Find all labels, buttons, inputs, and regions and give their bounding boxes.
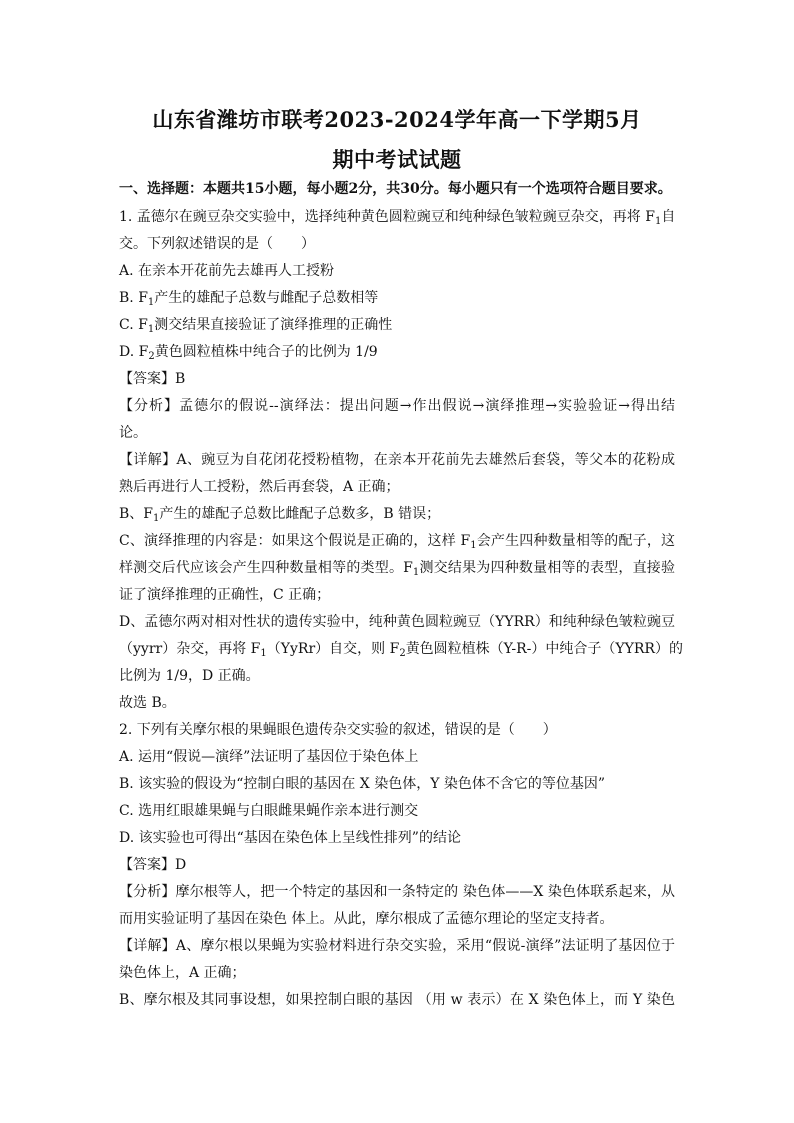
q2-detail-line1: 【详解】A、摩尔根以果蝇为实验材料进行杂交实验，采用“假说-演绎”法证明了基因位于 (119, 938, 675, 954)
q1-detail-line3: B、$F_1$产生的雄配子总数比雌配子总数多，B 错误； (119, 506, 441, 524)
q2-option-b: B. 该实验的假设为“控制白眼的基因在 X 染色体，Y 染色体不含它的等位基因” (119, 776, 606, 792)
q1-detail-line1: 【详解】A、豌豆为自花闭花授粉植物，在亲本开花前先去雄然后套袋，等父本的花粉成 (119, 452, 675, 468)
q2-answer: 【答案】D (119, 857, 187, 873)
q1-analysis-line1: 【分析】孟德尔的假说--演绎法：提出问题→作出假说→演绎推理→实验验证→得出结 (119, 398, 675, 414)
section-heading: 一、选择题：本题共15小题，每小题2分，共30分。每小题只有一个选项符合题目要求。 (119, 181, 672, 197)
q2-analysis-line1: 【分析】摩尔根等人，把一个特定的基因和一条特定的 染色体——X 染色体联系起来，从 (119, 884, 675, 900)
q1-option-c: C. $F_1$测交结果直接验证了演绎推理的正确性 (119, 317, 393, 335)
q1-detail-line4: C、演绎推理的内容是：如果这个假说是正确的，这样 $F_1$会产生四种数量相等的配子，这 (119, 533, 676, 551)
q1-detail-line8: （yyrr）杂交，再将 $F_1(YyRr)$自交，则 $F_2$黄色圆粒植株（Y-R-）中纯合子（YYRR）的 (119, 641, 683, 659)
document-title-line1: 山东省潍坊市联考2023-2024学年高一下学期5月 (152, 107, 642, 132)
q2-option-c: C. 选用红眼雄果蝇与白眼雌果蝇作亲本进行测交 (119, 803, 419, 819)
q1-detail-line5: 样测交后代应该会产生四种数量相等的类型。$F_1$测交结果为四种数量相等的表型，直接验 (119, 560, 675, 578)
q1-analysis-line2: 论。 (119, 425, 147, 441)
q2-option-d: D. 该实验也可得出“基因在染色体上呈线性排列”的结论 (119, 830, 461, 846)
q2-analysis-line2: 而用实验证明了基因在染色 体上。从此，摩尔根成了孟德尔理论的坚定支持者。 (119, 911, 614, 927)
q1-detail-line2: 熟后再进行人工授粉，然后再套袋，A 正确； (119, 479, 400, 495)
q2-option-a: A. 运用“假说—演绎”法证明了基因位于染色体上 (119, 749, 419, 765)
q1-detail-line9: 比例为 1/9，D 正确。 (119, 668, 260, 684)
q2-detail-line3: B、摩尔根及其同事设想，如果控制白眼的基因 （用 w 表示）在 X 染色体上，而 Y 染色 (119, 992, 675, 1008)
q1-option-d: D. $F_2$黄色圆粒植株中纯合子的比例为 1/9 (119, 344, 378, 362)
q1-option-b: B. $F_1$产生的雄配子总数与雌配子总数相等 (119, 290, 379, 308)
q1-stem-line1: 1. 孟德尔在豌豆杂交实验中，选择纯种黄色圆粒豌豆和纯种绿色皱粒豌豆杂交，再将 $F_1$自 (119, 209, 676, 227)
q1-option-a: A. 在亲本开花前先去雄再人工授粉 (119, 263, 335, 279)
q1-answer: 【答案】B (119, 371, 186, 387)
q1-detail-line6: 证了演绎推理的正确性，C 正确； (119, 587, 331, 603)
document-title-line2: 期中考试试题 (332, 147, 462, 172)
q1-stem-line2: 交。下列叙述错误的是（ ） (119, 236, 315, 252)
q2-stem: 2. 下列有关摩尔根的果蝇眼色遗传杂交实验的叙述，错误的是（ ） (119, 722, 557, 738)
q1-conclusion: 故选 B。 (119, 695, 176, 711)
q1-detail-line7: D、孟德尔两对相对性状的遗传实验中，纯种黄色圆粒豌豆（YYRR）和纯种绿色皱粒豌豆 (119, 614, 675, 630)
q2-detail-line2: 染色体上，A 正确； (119, 965, 246, 981)
